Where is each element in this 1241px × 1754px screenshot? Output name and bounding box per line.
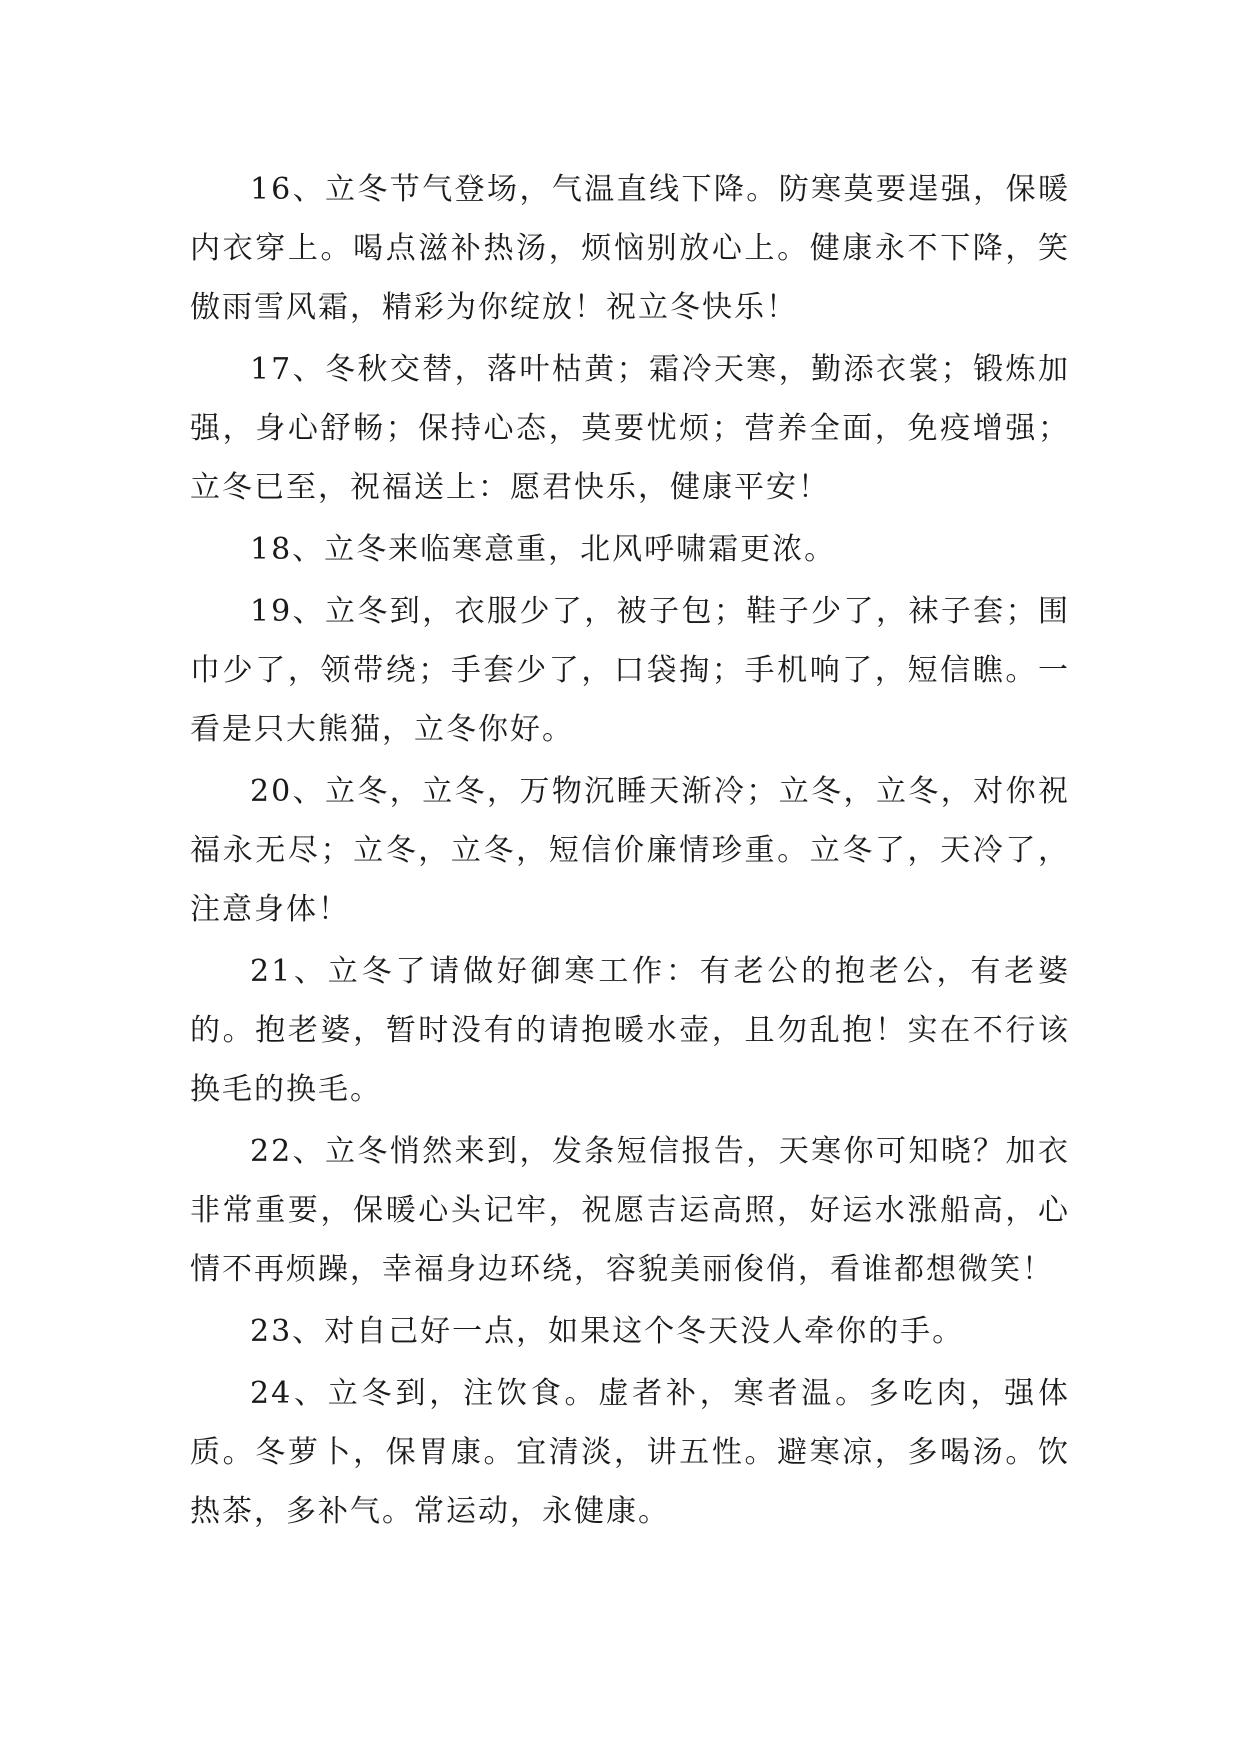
paragraph-16: 16、立冬节气登场，气温直线下降。防寒莫要逞强，保暖内衣穿上。喝点滋补热汤，烦恼别放心上。健康永不下降，笑傲雨雪风霜，精彩为你绽放！祝立冬快乐！ <box>190 172 1070 325</box>
paragraph-24: 24、立冬到，注饮食。虚者补，寒者温。多吃肉，强体质。冬萝卜，保胃康。宜清淡，讲五性。避寒凉，多喝汤。饮热茶，多补气。常运动，永健康。 <box>190 1376 1070 1529</box>
paragraph-22: 22、立冬悄然来到，发条短信报告，天寒你可知晓？加衣非常重要，保暖心头记牢，祝愿吉运高照，好运水涨船高，心情不再烦躁，幸福身边环绕，容貌美丽俊俏，看谁都想微笑！ <box>190 1134 1070 1287</box>
paragraph-20: 20、立冬，立冬，万物沉睡天渐冷；立冬，立冬，对你祝福永无尽；立冬，立冬，短信价廉情珍重。立冬了，天冷了，注意身体！ <box>190 774 1070 927</box>
paragraph-18: 18、立冬来临寒意重，北风呼啸霜更浓。 <box>250 532 837 567</box>
paragraph-19: 19、立冬到，衣服少了，被子包；鞋子少了，袜子套；围巾少了，领带绕；手套少了，口袋掏；手机响了，短信瞧。一看是只大熊猫，立冬你好。 <box>190 594 1070 747</box>
paragraph-21: 21、立冬了请做好御寒工作：有老公的抱老公，有老婆的。抱老婆，暂时没有的请抱暖水壶，且勿乱抱！实在不行该换毛的换毛。 <box>190 954 1070 1107</box>
paragraph-17: 17、冬秋交替，落叶枯黄；霜冷天寒，勤添衣裳；锻炼加强，身心舒畅；保持心态，莫要忧烦；营养全面，免疫增强；立冬已至，祝福送上：愿君快乐，健康平安！ <box>190 352 1070 505</box>
paragraph-23: 23、对自己好一点，如果这个冬天没人牵你的手。 <box>250 1314 965 1349</box>
document-body <box>190 160 1070 1544</box>
